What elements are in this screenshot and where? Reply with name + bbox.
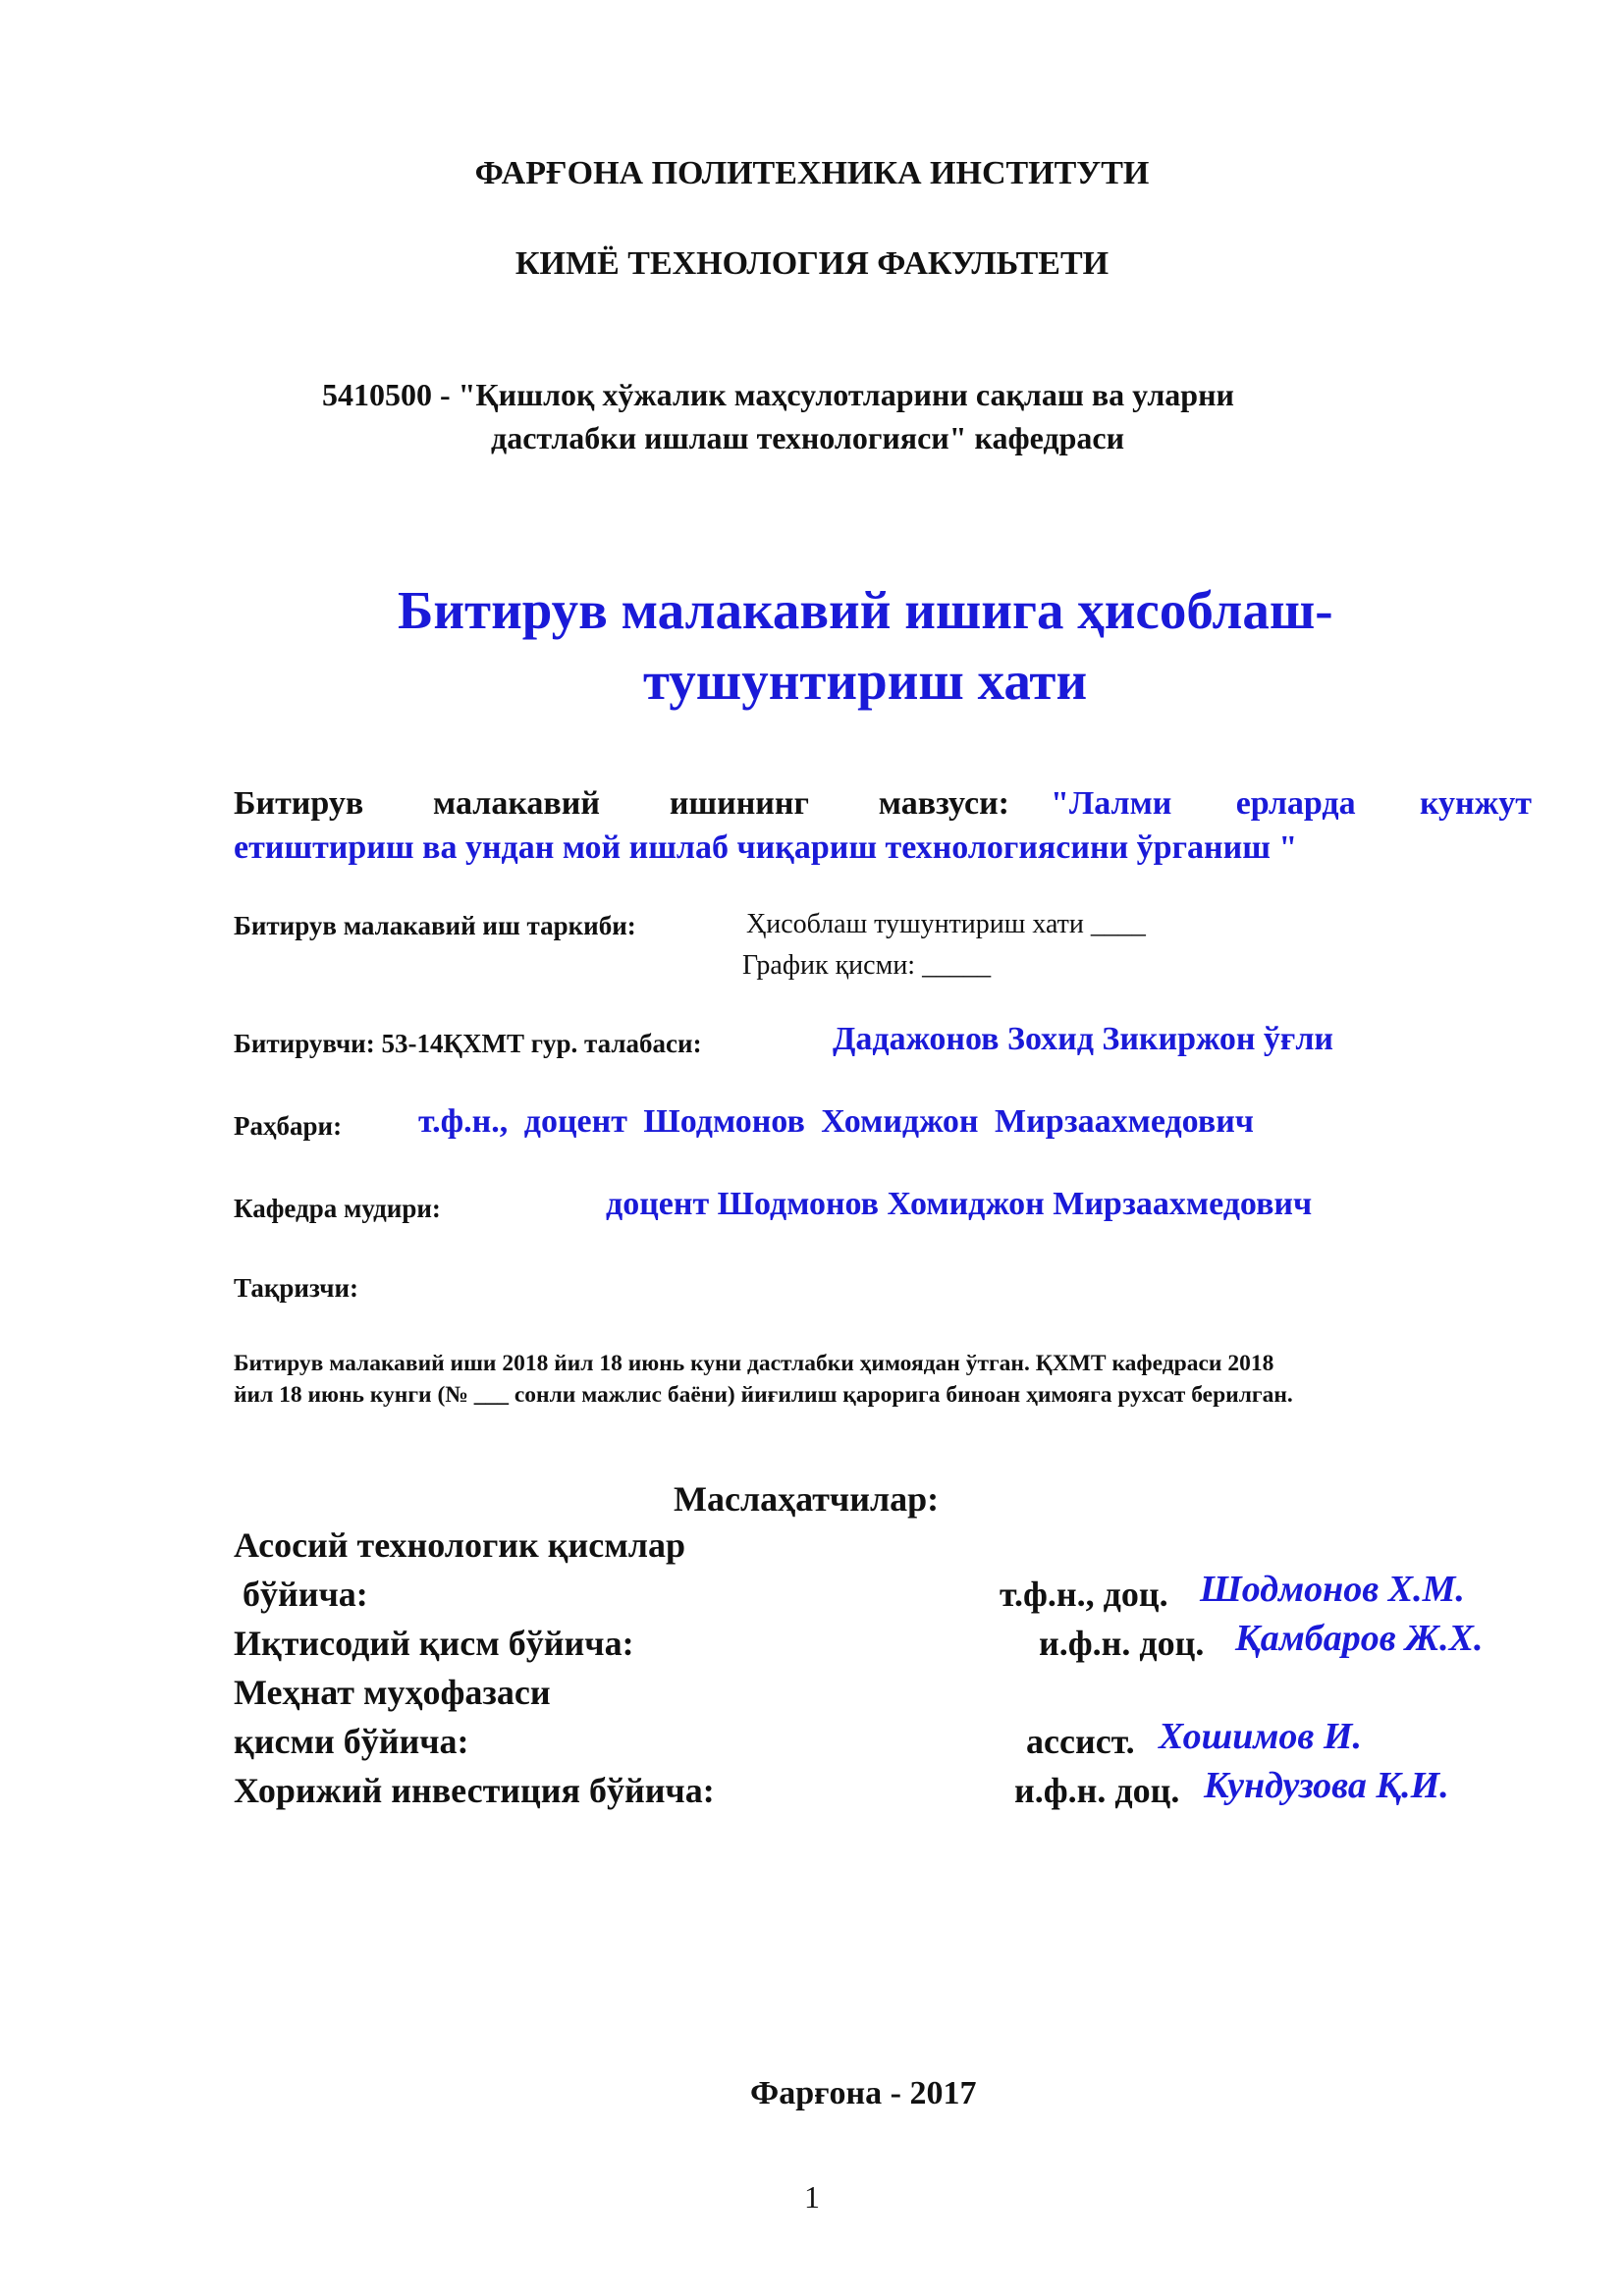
supervisor-label: Раҳбари: — [234, 1111, 343, 1141]
defense-note-line-2: йил 18 июнь кунги (№ ___ сонли мажлис баёни) йиғилиш қарорига биноан ҳимояга рухсат берилган. — [234, 1382, 1293, 1408]
head-of-department-label: Кафедра мудири: — [234, 1194, 441, 1223]
document-title-line-2: тушунтириш хати — [643, 651, 1088, 711]
consultant-4-title: и.ф.н. доц. — [1014, 1771, 1180, 1810]
composition-item-2: График қисми: _____ — [742, 950, 992, 981]
city-year: Фарғона - 2017 — [750, 2075, 977, 2111]
consultant-3-title: ассист. — [1026, 1722, 1135, 1761]
page-number: 1 — [804, 2179, 820, 2215]
topic-label-text: Битирув малакавий ишининг мавзуси: — [234, 785, 1009, 822]
student-label: Битирувчи: 53-14ҚХМТ гур. талабаси: — [234, 1029, 702, 1058]
consultant-1-label-line-1: Асосий технологик қисмлар — [234, 1525, 685, 1565]
institute-name: ФАРҒОНА ПОЛИТЕХНИКА ИНСТИТУТИ — [474, 155, 1150, 191]
consultant-2-name: Қамбаров Ж.Х. — [1235, 1618, 1484, 1659]
consultant-1-name: Шодмонов Х.М. — [1200, 1569, 1465, 1610]
consultant-3-label-line-1: Меҳнат муҳофазаси — [234, 1673, 551, 1712]
topic-line-1 — [234, 785, 1532, 823]
topic-value-line-2: етиштириш ва ундан мой ишлаб чиқариш технологиясини ўрганиш " — [234, 829, 1298, 866]
composition-label: Битирув малакавий иш таркиби: — [234, 911, 636, 940]
student-name: Дадажонов Зохид Зикиржон ўғли — [833, 1021, 1334, 1057]
consultants-heading: Маслаҳатчилар: — [674, 1479, 940, 1519]
consultant-2-title: и.ф.н. доц. — [1039, 1624, 1205, 1663]
consultant-1-title: т.ф.н., доц. — [1000, 1575, 1168, 1614]
head-of-department-name: доцент Шодмонов Хомиджон Мирзаахмедович — [606, 1186, 1313, 1222]
consultant-4-name: Кундузова Қ.И. — [1204, 1765, 1449, 1806]
supervisor-name: т.ф.н., доцент Шодмонов Хомиджон Мирзаахмедович — [418, 1103, 1254, 1140]
consultant-4-label: Хорижий инвестиция бўйича: — [234, 1771, 715, 1810]
consultant-1-label-line-2: бўйича: — [234, 1575, 368, 1614]
topic-value-line-1: "Лалми ерларда кунжут — [1051, 785, 1532, 822]
department-line-1: 5410500 - "Қишлоқ хўжалик маҳсулотларини сақлаш ва уларни — [322, 377, 1234, 412]
consultant-2-label: Иқтисодий қисм бўйича: — [234, 1624, 634, 1663]
consultant-3-name: Хошимов И. — [1159, 1716, 1362, 1757]
composition-item-1: Ҳисоблаш тушунтириш хати ____ — [746, 909, 1146, 939]
faculty-name: КИМЁ ТЕХНОЛОГИЯ ФАКУЛЬТЕТИ — [514, 245, 1110, 282]
document-title-line-1: Битирув малакавий ишига ҳисоблаш- — [398, 580, 1333, 640]
consultant-3-label-line-2: қисми бўйича: — [234, 1722, 469, 1761]
defense-note-line-1: Битирув малакавий иши 2018 йил 18 июнь куни дастлабки ҳимоядан ўтган. ҚХМТ кафедраси 2018 — [234, 1351, 1274, 1376]
topic-label — [234, 785, 1009, 823]
reviewer-label: Тақризчи: — [234, 1273, 359, 1303]
department-line-2: дастлабки ишлаш технологияси" кафедраси — [491, 420, 1124, 455]
